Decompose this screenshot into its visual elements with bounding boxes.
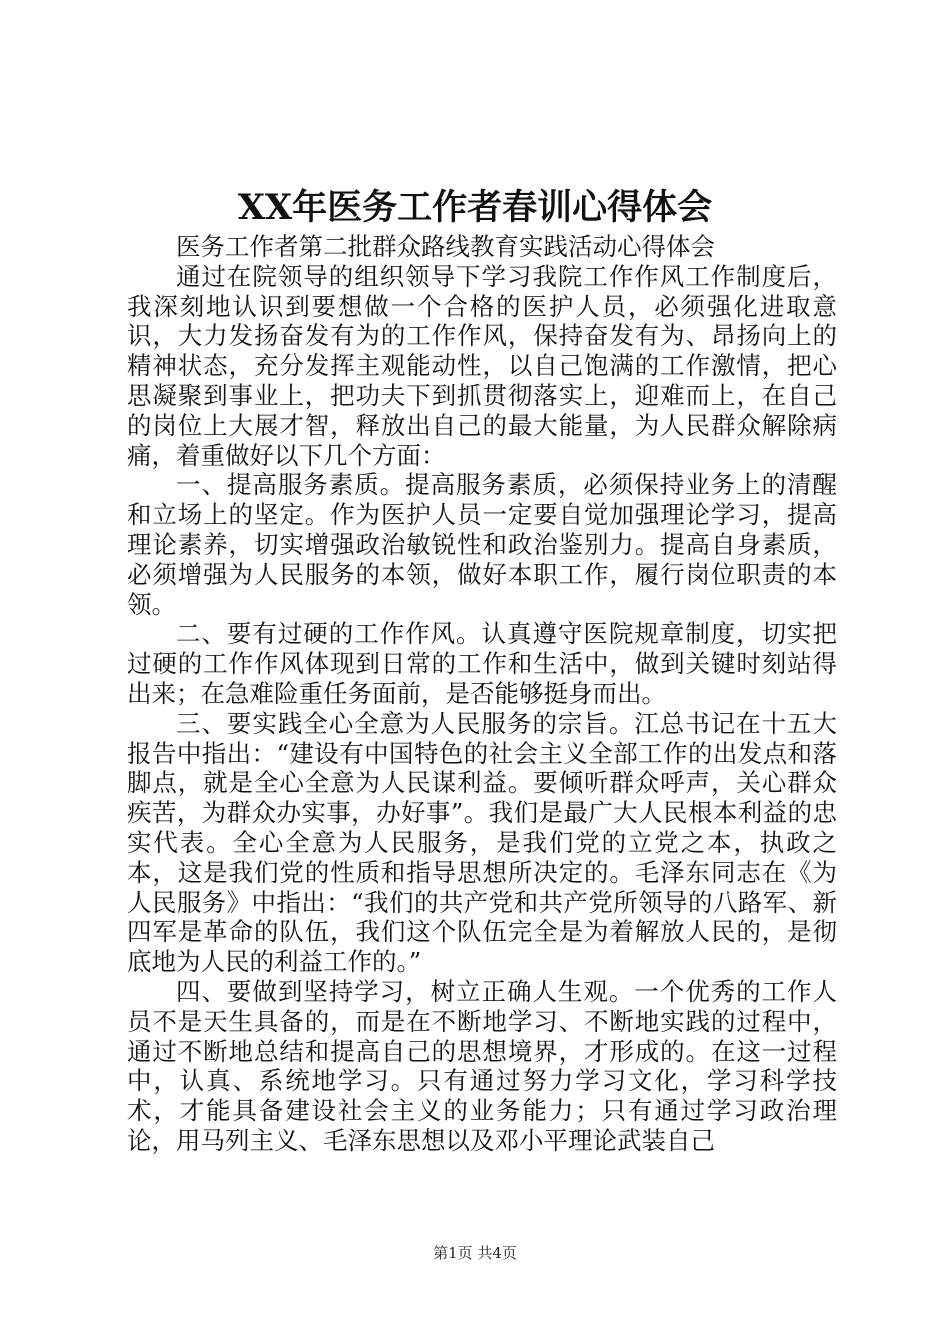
document-title: XX年医务工作者春训心得体会 [237,187,713,228]
body-paragraph: 一、提高服务素质。提高服务素质，必须保持业务上的清醒和立场上的坚定。作为医护人员一定要自觉加强理论学习，提高理论素养，切实增强政治敏锐性和政治鉴别力。提高自身素质，必须增强为人民服务的本领，做好本职工作，履行岗位职责的本领。 [127,470,837,619]
subtitle-paragraph: 医务工作者第二批群众路线教育实践活动心得体会 [176,232,715,261]
body-paragraph: 三、要实践全心全意为人民服务的宗旨。江总书记在十五大报告中指出：“建设有中国特色的社会主义全部工作的出发点和落脚点，就是全心全意为人民谋利益。要倾听群众呼声，关心群众疾苦，为群众办实事，办好事”。我们是最广大人民根本利益的忠实代表。全心全意为人民服务，是我们党的立党之本，执政之本，这是我们党的性质和指导思想所决定的。毛泽东同志在《为人民服务》中指出：“我们的共产党和共产党所领导的八路军、新四军是革命的队伍，我们这个队伍完全是为着解放人民的，是彻底地为人民的利益工作的。” [127,708,837,977]
body-paragraph: 四、要做到坚持学习，树立正确人生观。一个优秀的工作人员不是天生具备的，而是在不断地学习、不断地实践的过程中，通过不断地总结和提高自己的思想境界，才形成的。在这一过程中，认真、系统地学习。只有通过努力学习文化，学习科学技术，才能具备建设社会主义的业务能力；只有通过学习政治理论，用马列主义、毛泽东思想以及邓小平理论武装自己 [127,976,837,1155]
document-body [127,232,837,1156]
body-paragraph: 二、要有过硬的工作作风。认真遵守医院规章制度，切实把过硬的工作作风体现到日常的工作和生活中，做到关键时刻站得出来；在急难险重任务面前，是否能够挺身而出。 [127,619,837,708]
page-number-footer: 第1页 共4页 [433,1244,517,1262]
body-paragraph: 通过在院领导的组织领导下学习我院工作作风工作制度后，我深刻地认识到要想做一个合格的医护人员，必须强化进取意识，大力发扬奋发有为的工作作风，保持奋发有为、昂扬向上的精神状态，充分发挥主观能动性，以自己饱满的工作激情，把心思凝聚到事业上，把功夫下到抓贯彻落实上，迎难而上，在自己的岗位上大展才智，释放出自己的最大能量，为人民群众解除病痛，着重做好以下几个方面： [127,261,837,470]
